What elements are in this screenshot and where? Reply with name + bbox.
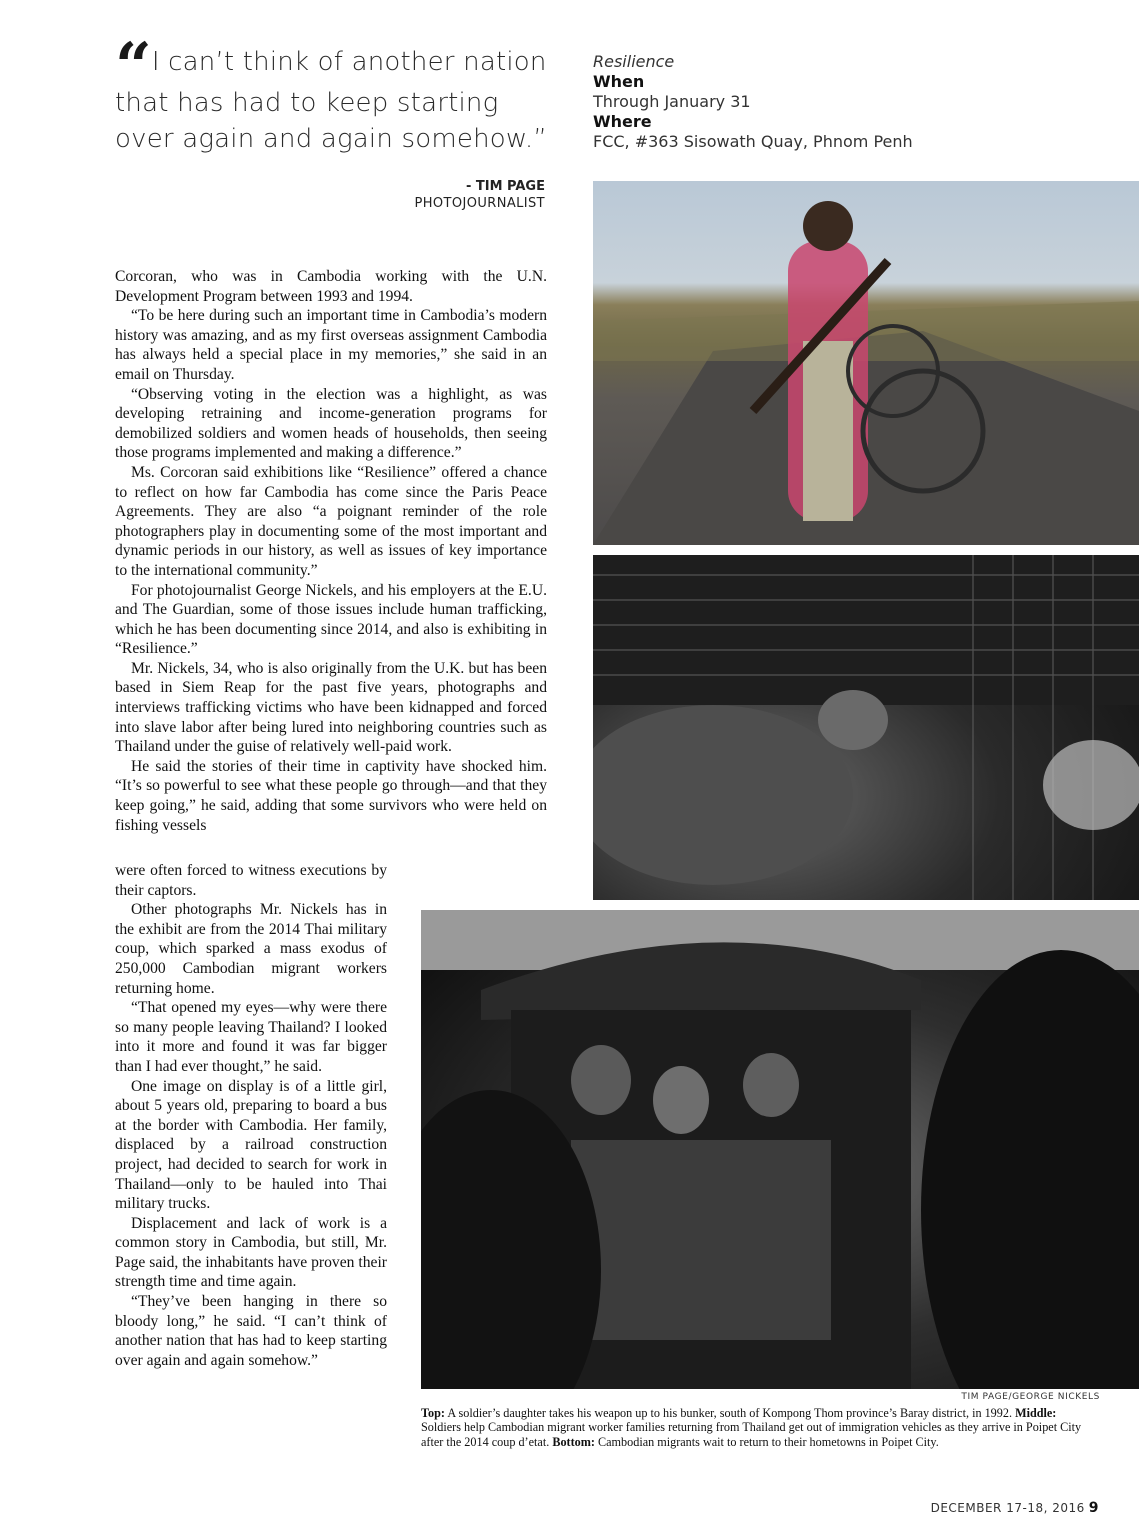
page-number: 9 (1088, 1500, 1099, 1516)
article-paragraph: He said the stories of their time in captivity have shocked him. “It’s so powerful to see what these people go through—and that they keep going,” he said, adding that some survivors who were held on fishing vessels (115, 757, 547, 834)
photo-girl-with-rifle (593, 181, 1139, 545)
article-paragraph: “Observing voting in the election was a highlight, as was developing retraining and income-generation programs for demobilized soldiers and women heads of households, then seeing those programs implemented and making a difference.” (115, 385, 547, 462)
page-footer (931, 1500, 1099, 1516)
article-column-narrow (115, 861, 387, 1370)
issue-date: DECEMBER 17-18, 2016 (930, 1501, 1085, 1515)
photo-credit: TIM PAGE/GEORGE NICKELS (961, 1392, 1100, 1402)
article-paragraph: “That opened my eyes—why were there so many people leaving Thailand? I looked into it more and found it was far bigger than I had ever thought,” he said. (115, 999, 387, 1075)
article-paragraph: Mr. Nickels, 34, who is also originally from the U.K. but has been based in Siem Reap for the past five years, photographs and interviews trafficking victims who have been kidnapped and forced into slave labor after being lured into neighboring countries such as Thailand under the guise of relatively well-paid work. (115, 659, 547, 756)
article-paragraph: Other photographs Mr. Nickels has in the exhibit are from the 2014 Thai military coup, which sparked a mass exodus of 250,000 Cambodian migrant workers returning home. (115, 901, 387, 997)
article-paragraph: Corcoran, who was in Cambodia working with the U.N. Development Program between 1993 and 1994. (115, 268, 547, 305)
article-paragraph: were often forced to witness executions by their captors. (115, 862, 387, 899)
article-paragraph: Ms. Corcoran said exhibitions like “Resilience” offered a chance to reflect on how far Cambodia has come since the Paris Peace Agreements. They are also “a poignant reminder of the role photographers play in documenting some of the most important and dynamic periods in our history, as well as issues of key importance to the international community.” (115, 463, 547, 579)
caption-bottom-label: Bottom: (552, 1434, 595, 1449)
quote-author-role: PHOTOJOURNALIST (414, 196, 545, 211)
where-value: FCC, #363 Sisowath Quay, Phnom Penh (593, 132, 913, 151)
caption-middle-text: Soldiers help Cambodian migrant worker families returning from Thailand get out of immigration vehicles as they arrive in Poipet City after the 2014 coup d’etat. (421, 1420, 1082, 1449)
caption-top-text: A soldier’s daughter takes his weapon up to his bunker, south of Kompong Thom province’s Baray district, in 1992. (447, 1406, 1013, 1420)
exhibit-title: Resilience (593, 52, 675, 71)
quote-author: - TIM PAGE (465, 179, 545, 194)
pull-quote (115, 29, 555, 157)
article-paragraph: Displacement and lack of work is a common story in Cambodia, but still, Mr. Page said, the inhabitants have proven their strength time and time again. (115, 1214, 387, 1291)
caption-bottom-text: Cambodian migrants wait to return to their hometowns in Poipet City. (598, 1434, 939, 1449)
pull-quote-text: I can’t think of another nation that has had to keep starting over again and again somehow.” (115, 47, 548, 154)
caption-middle-label: Middle: (1015, 1406, 1057, 1420)
article-paragraph: For photojournalist George Nickels, and his employers at the E.U. and The Guardian, some of those issues include human trafficking, which he has been documenting since 2014, and also is exhibiting in “Resilience.” (115, 581, 547, 658)
quote-mark-icon: “ (115, 29, 146, 104)
pull-quote-attribution (414, 178, 545, 212)
caption-top-label: Top: (421, 1406, 445, 1420)
photo-soldiers-immigration-vehicle (593, 555, 1139, 900)
when-value: Through January 31 (593, 92, 751, 111)
article-column-wide (115, 267, 547, 835)
article-paragraph: “To be here during such an important time in Cambodia’s modern history was amazing, and as my first overseas assignment Cambodia has always held a special place in my memories,” she said in an email on Thursday. (115, 307, 547, 383)
article-paragraph: “They’ve been hanging in there so bloody long,” he said. “I can’t think of another nation that has had to keep starting over again and again somehow.” (115, 1293, 387, 1369)
photo-migrants-in-truck (421, 910, 1139, 1389)
exhibit-info (593, 52, 1073, 152)
article-paragraph: One image on display is of a little girl, about 5 years old, preparing to board a bus at the border with Cambodia. Her family, displaced by a railroad construction project, had decided to search for work in Thailand—only to be hauled into Thai military trucks. (115, 1077, 387, 1213)
when-label: When (593, 72, 645, 91)
photo-caption (421, 1406, 1097, 1449)
where-label: Where (593, 112, 652, 131)
